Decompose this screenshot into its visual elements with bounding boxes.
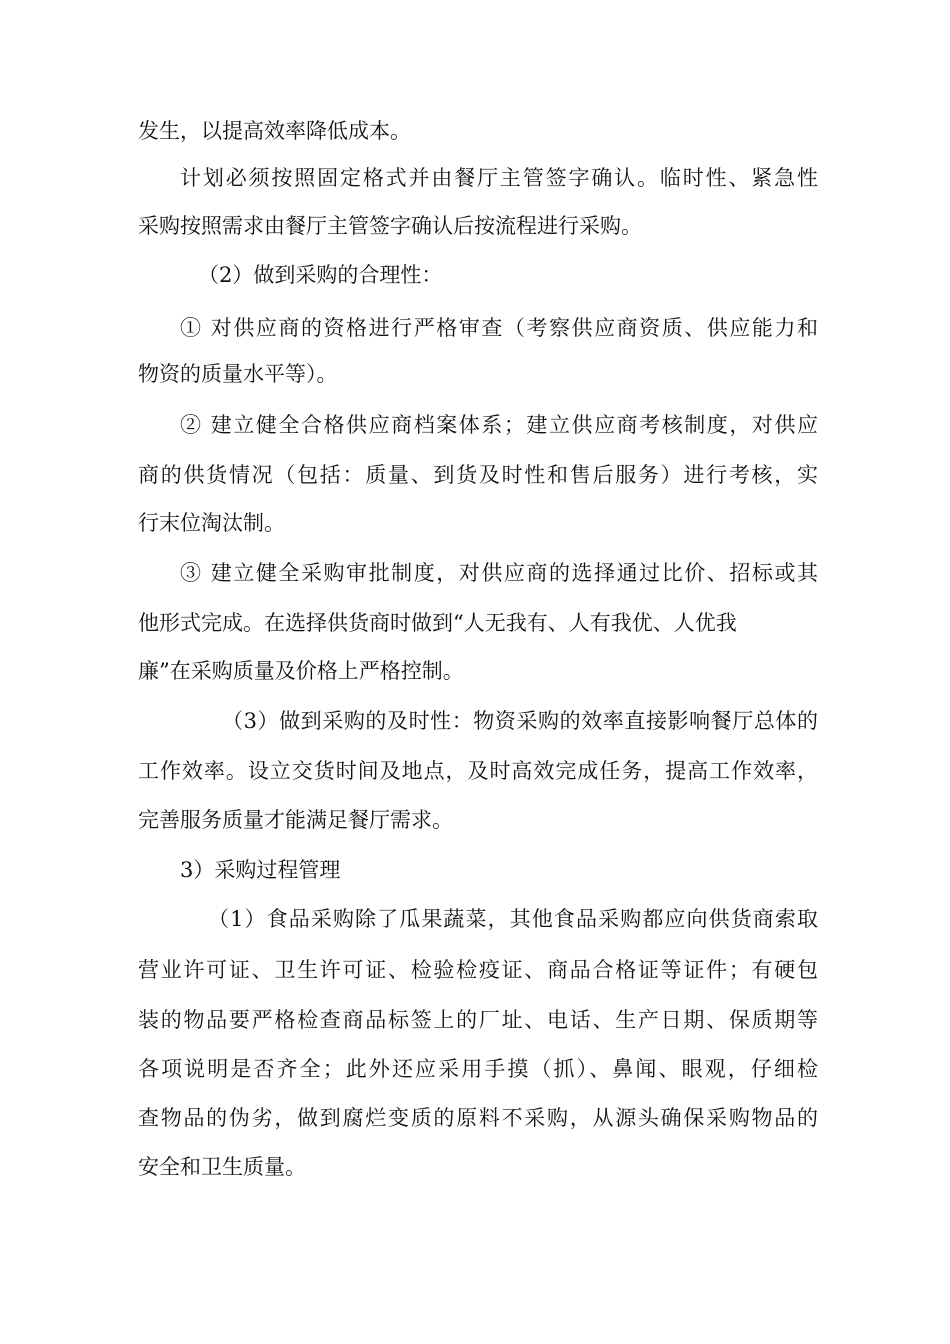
text-line: 查物品的伪劣，做到腐烂变质的原料不采购，从源头确保采购物品的 xyxy=(138,1106,818,1130)
text-line: 营业许可证、卫生许可证、检验检疫证、商品合格证等证件；有硬包 xyxy=(138,958,818,982)
section-heading: （2）做到采购的合理性： xyxy=(198,263,443,287)
text-line: 计划必须按照固定格式并由餐厅主管签字确认。临时性、紧急性 xyxy=(180,166,818,190)
text-line: 安全和卫生质量。 xyxy=(138,1155,306,1179)
text-line: ③ 建立健全采购审批制度，对供应商的选择通过比价、招标或其 xyxy=(180,561,818,585)
text-line: ① 对供应商的资格进行严格审查（考察供应商资质、供应能力和 xyxy=(180,316,818,340)
text-line: 各项说明是否齐全；此外还应采用手摸（抓）、鼻闻、眼观，仔细检 xyxy=(138,1057,818,1081)
text-line: 发生，以提高效率降低成本。 xyxy=(138,119,411,143)
text-line: 工作效率。设立交货时间及地点，及时高效完成任务，提高工作效率， xyxy=(138,759,818,783)
text-line: 物资的质量水平等）。 xyxy=(138,362,338,386)
text-line: 采购按照需求由餐厅主管签字确认后按流程进行采购。 xyxy=(138,214,642,238)
text-line: 行末位淘汰制。 xyxy=(138,511,285,535)
text-line: 廉”在采购质量及价格上严格控制。 xyxy=(138,659,464,683)
text-line: 商的供货情况（包括：质量、到货及时性和售后服务）进行考核，实 xyxy=(138,463,818,487)
text-line: 完善服务质量才能满足餐厅需求。 xyxy=(138,808,453,832)
text-line: 装的物品要严格检查商品标签上的厂址、电话、生产日期、保质期等 xyxy=(138,1008,818,1032)
text-line: 他形式完成。在选择供货商时做到“人无我有、人有我优、人优我 xyxy=(138,611,737,635)
text-line: ② 建立健全合格供应商档案体系；建立供应商考核制度，对供应 xyxy=(180,413,818,437)
section-heading: 3）采购过程管理 xyxy=(180,858,341,882)
text-line: （1）食品采购除了瓜果蔬菜，其他食品采购都应向供货商索取 xyxy=(208,907,818,931)
text-line: （3）做到采购的及时性：物资采购的效率直接影响餐厅总体的 xyxy=(222,709,818,733)
